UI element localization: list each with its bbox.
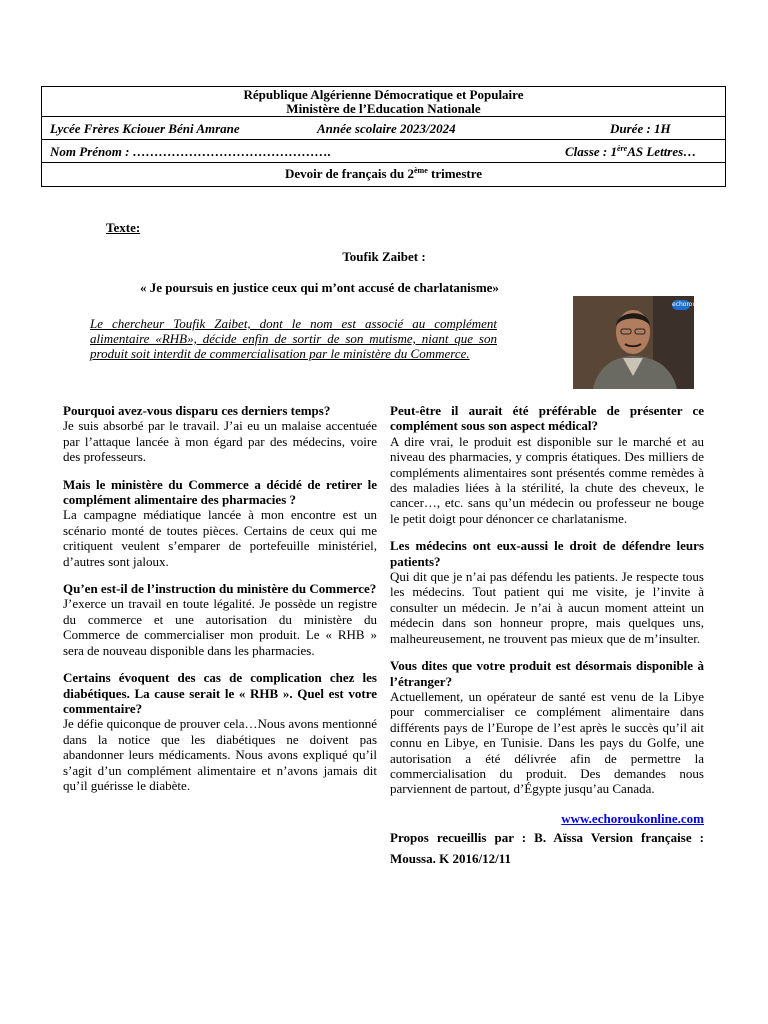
- school-year: Année scolaire 2023/2024: [317, 121, 456, 136]
- article-title: Toufik Zaibet :: [342, 249, 426, 264]
- portrait-photo: [573, 296, 700, 389]
- interview-item: [63, 477, 377, 569]
- interview-question: Certains évoquent des cas de complication chez les diabétiques. La cause serait le « RHB ». Quel est votre commentaire?: [63, 670, 377, 716]
- interview-item: [63, 403, 377, 465]
- header-table: [41, 86, 726, 187]
- article-quote-title: « Je poursuis en justice ceux qui m’ont accusé de charlatanisme»: [140, 280, 499, 295]
- header-institution: [42, 87, 725, 117]
- interview-question: Pourquoi avez-vous disparu ces derniers temps?: [63, 403, 331, 418]
- student-name-field: Nom Prénom : ……………………………………….: [50, 144, 331, 159]
- interview-item: [390, 403, 704, 526]
- interview-item: [390, 658, 704, 797]
- interview-answer: J’exerce un travail en toute légalité. Je possède un registre du commerce et une autorisation du ministère du Commerce de commercialiser mon produit. Le « RHB » sera de nouveau disponible dans les pharmacies.: [63, 596, 377, 658]
- interview-question: Qu’en est-il de l’instruction du ministère du Commerce?: [63, 581, 377, 597]
- tv-channel-logo: echorouk: [672, 301, 700, 308]
- left-column: [63, 403, 377, 805]
- ministry-line: Ministère de l’Education Nationale: [286, 101, 481, 116]
- source-link[interactable]: www.echoroukonline.com: [561, 810, 704, 826]
- interview-question: Peut-être il aurait été préférable de présenter ce complément sous son aspect médical?: [390, 403, 704, 434]
- interview-question: Mais le ministère du Commerce a décidé de retirer le complément alimentaire des pharmacies ?: [63, 476, 377, 508]
- interview-answer: Je suis absorbé par le travail. J’ai eu un malaise accentuée par l’attaque lancée à mon égard par des médecins, voire des professeurs.: [63, 418, 377, 465]
- interview-item: [390, 538, 704, 646]
- interview-answer: Qui dit que je n’ai pas défendu les patients. Je respecte tous les médecins. Tout patient qui me visite, je l’invite à consulter un médecin. Je n’ai à aucun moment atteint un médecin dans son honneur propre, mais quelques uns, malheureusement, ne trouvent pas mieux que de m’insulter.: [390, 569, 704, 646]
- interview-item: [63, 670, 377, 793]
- interview-answer: A dire vrai, le produit est disponible sur le marché et au niveau des pharmacies, y compris étatiques. Des milliers de compléments alimentaires sont présentés comme remèdes à des maladies liées à la stérilité, la chute des cheveux, le cancer…, etc. sans qu’un médecin ou professeur ne bouge le petit doigt pour dénoncer ce charlatanisme.: [390, 433, 704, 526]
- interview-answer: La campagne médiatique lancée à mon encontre est un scénario monté de toutes pièces. Certains de ceux qui me critiquent veulent s’emparer de portefeuille ministériel, d’autres sont jaloux.: [63, 507, 377, 569]
- right-column: [390, 403, 704, 869]
- interview-item: [63, 581, 377, 658]
- exam-duration: Durée : 1H: [610, 121, 671, 136]
- article-chapeau: Le chercheur Toufik Zaibet, dont le nom est associé au complément alimentaire «RHB», décide enfin de sortir de son mutisme, niant que son produit soit interdit de commercialisation par le ministère du Commerce.: [90, 316, 497, 361]
- texte-label: Texte:: [106, 220, 141, 235]
- interview-question: Les médecins ont eux-aussi le droit de défendre leurs patients?: [390, 538, 704, 569]
- interview-answer: Je défie quiconque de prouver cela…Nous avons mentionné dans la notice que les diabétiques ne doivent pas abandonner leurs médicaments. Nous avons expliqué qu’il s’agit d’un complément alimentaire et n’avons jamais dit qu’il guérisse le diabète.: [63, 716, 377, 793]
- school-name: Lycée Frères Kciouer Béni Amrane: [50, 121, 240, 136]
- interview-answer: Actuellement, un opérateur de santé est venu de la Libye pour commercialiser ce complément alimentaire dans différents pays de l’Europe de l’est après le succès qu’il ait connu en Libye, en Tunisie. Dans les pays du Golfe, une autorisation a été délivrée afin de permettre la commercialisation du produit. Des demandes nous parviennent de partout, d’Égypte jusqu’au Canada.: [390, 688, 704, 797]
- class-field: Classe : 1èreAS Lettres…: [565, 144, 697, 159]
- interview-question: Vous dites que votre produit est désormais disponible à l’étranger?: [390, 658, 704, 689]
- article-credit: Propos recueillis par : B. Aïssa Version française : Moussa. K 2016/12/11: [390, 830, 704, 867]
- republic-line: République Algérienne Démocratique et Populaire: [243, 87, 524, 102]
- header-school-row: [42, 117, 725, 140]
- header-student-row: [42, 140, 725, 163]
- exam-title: Devoir de français du 2ème trimestre: [284, 166, 483, 181]
